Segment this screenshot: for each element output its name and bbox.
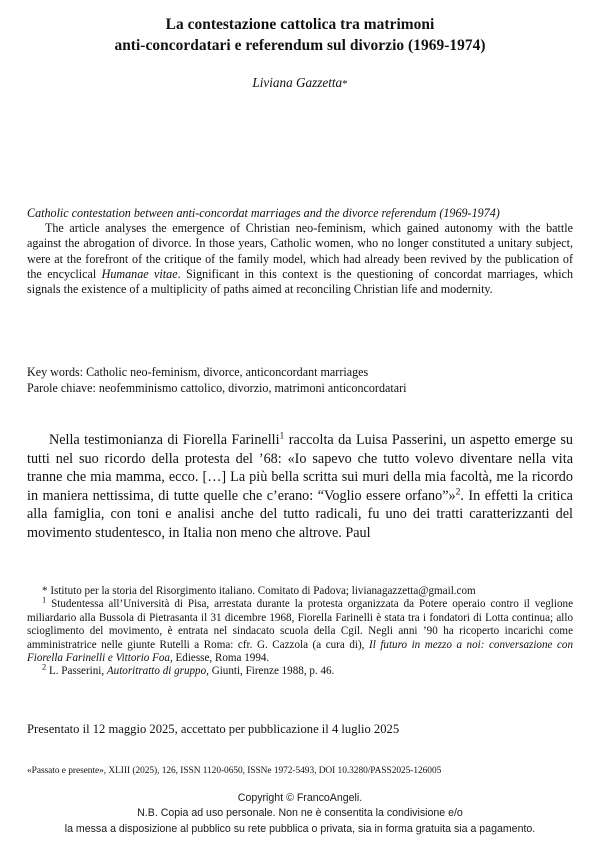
abstract-text [27,221,573,297]
footnote-2-text-part2: , Giunti, Firenze 1988, p. 46. [206,665,335,678]
footnote-1-text-part2: , Ediesse, Roma 1994. [169,652,270,665]
copyright-line-1: Copyright © FrancoAngeli. [237,792,363,804]
footnote-2 [27,662,573,678]
footnote-star-marker: * [42,585,48,597]
footnote-1 [27,595,574,665]
journal-citation: «Passato e presente», XLIII (2025), 126, ISSN 1120-0650, ISSNe 1972-5493, DOI 10.3280/PASS2025-126005 [27,766,442,776]
keywords-section [27,365,573,396]
abstract-text-part1: The article analyses the emergence of Christian neo-feminism, which gained autonomy with the battle against the abrogation of divorce. In those years, Catholic women, who no longer constituted a unitary subject, were at the forefront of the critique of the family model, which had already been revived by the publication of the encyclical [27,221,573,281]
author-name: Liviana Gazzetta [252,75,343,90]
footnote-ref-2[interactable]: 2 [455,486,461,498]
body-paragraph-1 [27,431,573,543]
title-line-2: anti-concordatari e referendum sul divorzio (1969-1974) [114,37,486,54]
abstract-english-title: Catholic contestation between anti-concordat marriages and the divorce referendum (1969-1974) [27,206,500,220]
copyright-line-3: la messa a disposizione al pubblico su rete pubblica o privata, sia in forma gratuita sia a pagamento. [64,822,536,835]
footnote-star [27,585,573,598]
footnote-star-text: Istituto per la storia del Risorgimento italiano. Comitato di Padova; livianagazzetta@gmail.com [50,585,476,597]
body-text-part1: Nella testimonianza di Fiorella Farinelli [49,432,280,448]
article-title [27,14,573,56]
copyright-line-2: N.B. Copia ad uso personale. Non ne è consentita la condivisione e/o [137,807,463,820]
footnote-2-marker: 2 [42,662,47,672]
footnote-1-book-title: Il futuro in mezzo a noi: conversazione con Fiorella Farinelli e Vittorio Foa [27,638,574,665]
footnote-2-text-part1: L. Passerini, [48,665,107,678]
body-text-part3: . In effetti la critica alla famiglia, con toni e analisi anche del tutto radicali, fu uno dei tratti caratterizzanti del movimento studentesco, in Italia non meno che altrove. Paul [27,487,573,541]
abstract-encyclical-title: Humanae vitae [101,266,178,281]
footnote-1-text-part1: Studentessa all’Università di Pisa, arrestata durante la protesta organizzata da Potere operaio contro il veglione miliardario alla Bussola di Pietrasanta il 31 dicembre 1968, Fiorella Farinelli è stata tra i fondatori di Lotta continua; allo scioglimento del movimento, è entrata nel sindacato scuola della Cgil. Negli anni ’90 ha ricoperto incarichi come amministratrice nelle giunte Rutelli a Roma: cfr. G. Cazzola (a cura di), [27,598,573,651]
abstract-section [27,206,573,297]
footnote-1-marker: 1 [42,595,47,605]
abstract-text-part2: . Significant in this context is the questioning of concordat marriages, which signals the existence of a multiplicity of paths aimed at reconciling Christian life and modernity. [27,266,573,297]
submission-dates: Presentato il 12 maggio 2025, accettato per pubblicazione il 4 luglio 2025 [27,722,400,736]
title-line-1: La contestazione cattolica tra matrimoni [165,16,435,33]
footnotes-section [27,585,573,679]
footnote-ref-1[interactable]: 1 [279,430,285,442]
article-body [27,431,573,543]
copyright-footer [0,791,600,837]
author-affiliation-marker: * [342,78,348,90]
body-text-part2: raccolta da Luisa Passerini, un aspetto emerge su tutti nel suo ricordo della protesta del ’68: «Io sapevo che tutto volevo diventare nella vita tranne che mia mamma, ecco. […] La più bella scritta sui muri della mia facoltà, me la ricordo in maniera nettissima, di tutte quelle che c’erano: “Voglio essere orfano”» [27,432,573,504]
author-byline [27,74,573,93]
keywords-italian: Parole chiave: neofemminismo cattolico, divorzio, matrimoni anticoncordatari [27,380,407,395]
keywords-english: Key words: Catholic neo-feminism, divorce, anticoncordant marriages [27,365,369,379]
footnote-2-book-title: Autoritratto di gruppo [106,665,207,678]
